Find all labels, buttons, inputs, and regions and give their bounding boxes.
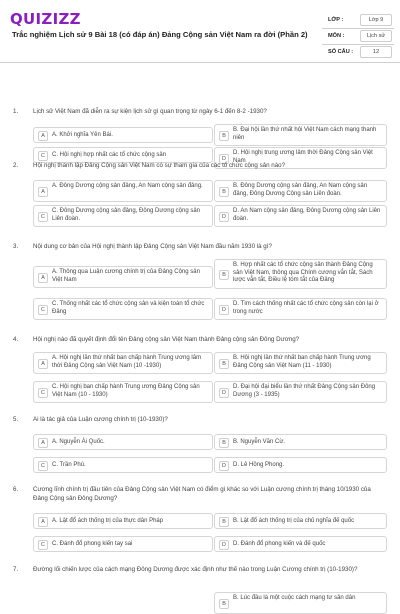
option-text: A. Khởi nghĩa Yên Bái.	[52, 132, 113, 138]
question-text: Cương lĩnh chính trị đầu tiên của Đảng Cộng sản Việt Nam có điểm gì khác so với Luận cương chính trị tháng 10/1930 của Đảng Cộng sản Đông Dương?	[33, 486, 371, 502]
option-c[interactable]	[33, 147, 213, 163]
option-text: D. Đại hội đại biểu lần thứ nhất Đảng Cộng sản Đông Dương (3 - 1935)	[233, 384, 376, 398]
option-text: C. Hội nghị hợp nhất các tổ chức cộng sản	[52, 152, 167, 158]
option-letter: B	[219, 438, 229, 448]
option-letter: C	[38, 305, 48, 315]
option-c[interactable]	[33, 298, 213, 320]
option-letter: B	[219, 187, 229, 197]
question-text: Ai là tác giả của Luận cương chính trị (10-1930)?	[33, 416, 168, 423]
question-number: 7.	[13, 566, 19, 573]
question-number: 1.	[13, 108, 19, 115]
option-text: A. Nguyễn Ái Quốc.	[52, 439, 105, 445]
option-text: B. Nguyễn Văn Cừ.	[233, 439, 286, 445]
option-a[interactable]	[33, 180, 213, 202]
option-b[interactable]	[214, 124, 387, 146]
option-text: D. Tìm cách thống nhất các tổ chức cộng sản còn lại ở trong nước	[233, 301, 379, 315]
option-b[interactable]	[214, 592, 387, 614]
option-letter: D	[219, 212, 229, 222]
question-number: 5.	[13, 416, 19, 423]
option-letter: A	[38, 131, 48, 141]
option-text: A. Lật đổ ách thống trị của thực dân Pháp	[52, 518, 164, 524]
option-d[interactable]	[214, 457, 387, 473]
option-a[interactable]	[33, 434, 213, 450]
option-letter: A	[38, 438, 48, 448]
meta-count-key: SỐ CÂU :	[328, 49, 354, 55]
option-text: C. Hội nghị ban chấp hành Trung ương Đảng Cộng sản Việt Nam (10 - 1930)	[52, 384, 200, 398]
option-letter: C	[38, 212, 48, 222]
meta-subject-value: Lịch sử	[360, 30, 392, 42]
option-text: D. Hội nghị trung ương lâm thời Đảng Cộng sản Việt Nam	[233, 150, 373, 164]
worksheet-header	[0, 0, 400, 63]
meta-grade-key: LỚP :	[328, 17, 344, 23]
option-letter: B	[219, 270, 229, 280]
option-letter: B	[219, 599, 229, 609]
meta-grade	[322, 12, 394, 29]
option-a[interactable]	[33, 352, 213, 374]
option-letter: C	[38, 540, 48, 550]
option-text: A. Đông Dương cộng sản đảng, An Nam cộng sản đảng.	[52, 183, 203, 189]
option-text: B. Đông Dương cộng sản đảng, An Nam cộng sản đảng, Đông Dương Cộng sản Liên đoàn.	[233, 183, 368, 197]
option-letter: D	[219, 154, 229, 164]
question-number: 2.	[13, 162, 19, 169]
option-b[interactable]	[214, 513, 387, 529]
option-text: C. Thống nhất các tổ chức cộng sản và kiện toàn tổ chức Đảng	[52, 301, 205, 315]
question-text: Nội dung cơ bản của Hội nghị thành lập Đảng Cộng sản Việt Nam đầu năm 1930 là gì?	[33, 243, 272, 250]
option-letter: D	[219, 461, 229, 471]
option-d[interactable]	[214, 298, 387, 320]
option-letter: B	[219, 359, 229, 369]
option-letter: D	[219, 388, 229, 398]
option-text: B. Đại hội lần thứ nhất hội Việt Nam cách mạng thanh niên	[233, 127, 377, 141]
question-text: Hội nghị thành lập Đảng Cộng sản Việt Nam có sự tham gia của các tổ chức cộng sản nào?	[33, 162, 286, 169]
option-b[interactable]	[214, 352, 387, 374]
option-c[interactable]	[33, 536, 213, 552]
option-text: C. Đánh đổ phong kiến tay sai	[52, 541, 133, 547]
option-letter: C	[38, 461, 48, 471]
option-b[interactable]	[214, 180, 387, 202]
option-text: D. An Nam cộng sản đảng, Đông Dương cộng sản Liên đoàn.	[233, 208, 381, 222]
option-b[interactable]	[214, 259, 387, 289]
option-c[interactable]	[33, 457, 213, 473]
option-letter: D	[219, 305, 229, 315]
question-number: 4.	[13, 336, 19, 343]
option-text: C. Trần Phú.	[52, 462, 86, 468]
option-a[interactable]	[33, 266, 213, 288]
worksheet-title: Trắc nghiệm Lịch sử 9 Bài 18 (có đáp án) Đảng Cộng sản Việt Nam ra đời (Phần 2)	[12, 30, 308, 39]
option-letter: C	[38, 151, 48, 161]
option-b[interactable]	[214, 434, 387, 450]
option-text: B. Lật đổ ách thống trị của chủ nghĩa đế quốc	[233, 518, 355, 524]
option-d[interactable]	[214, 205, 387, 227]
option-text: B. Hội nghị lần thứ nhất ban chấp hành Trung ương Đảng Cộng sản Việt Nam (11 - 1930)	[233, 355, 371, 369]
option-text: A. Thông qua Luận cương chính trị của Đảng Cộng sản Việt Nam	[52, 269, 200, 283]
option-a[interactable]	[33, 127, 213, 143]
option-letter: A	[38, 187, 48, 197]
question-number: 6.	[13, 486, 19, 493]
option-d[interactable]	[214, 381, 387, 403]
option-letter: D	[219, 540, 229, 550]
question-text: Lịch sử Việt Nam đã diễn ra sự kiện lịch sử gì quan trọng từ ngày 6-1 đến 8-2 -1930?	[33, 108, 267, 115]
option-text: C. Đông Dương cộng sản đảng, Đông Dương cộng sản Liên đoàn.	[52, 208, 200, 222]
option-letter: B	[219, 517, 229, 527]
question-text: Đường lối chiến lược của cách mạng Đông Dương được xác định như thế nào trong Luận Cương chính trị (10-1930)?	[33, 566, 358, 573]
option-text: D. Đánh đổ phong kiến và đế quốc	[233, 541, 326, 547]
option-d[interactable]	[214, 536, 387, 552]
option-c[interactable]	[33, 205, 213, 227]
option-text: D. Lê Hồng Phong.	[233, 462, 285, 468]
option-text: B. Lúc đầu là một cuộc cách mạng tư sản dân	[233, 595, 356, 601]
option-letter: A	[38, 359, 48, 369]
quizizz-logo: QUIZIZZ	[10, 10, 81, 28]
meta-count-value: 12	[360, 46, 392, 58]
option-text: A. Hội nghị lần thứ nhất ban chấp hành Trung ương lâm thời Đảng Cộng sản Việt Nam (10 -1930)	[52, 355, 202, 369]
meta-subject-key: MÔN :	[328, 33, 345, 39]
option-c[interactable]	[33, 381, 213, 403]
question-text: Hội nghị nào đã quyết định đổi tên Đảng cộng sản Việt Nam thành Đảng cộng sản Đông Dương?	[33, 336, 300, 343]
meta-subject	[322, 28, 394, 45]
option-letter: A	[38, 517, 48, 527]
option-letter: B	[219, 131, 229, 141]
meta-grade-value: Lớp 9	[360, 14, 392, 26]
option-letter: C	[38, 388, 48, 398]
meta-count	[322, 44, 394, 60]
question-number: 3.	[13, 243, 19, 250]
option-a[interactable]	[33, 513, 213, 529]
option-letter: A	[38, 273, 48, 283]
option-text: B. Hợp nhất các tổ chức cộng sản thành Đảng Cộng sản Việt Nam, thông qua Chính cương vắn tắt, Sách lược vắn tắt, Điều lệ tóm tắt của Đảng	[233, 262, 373, 284]
